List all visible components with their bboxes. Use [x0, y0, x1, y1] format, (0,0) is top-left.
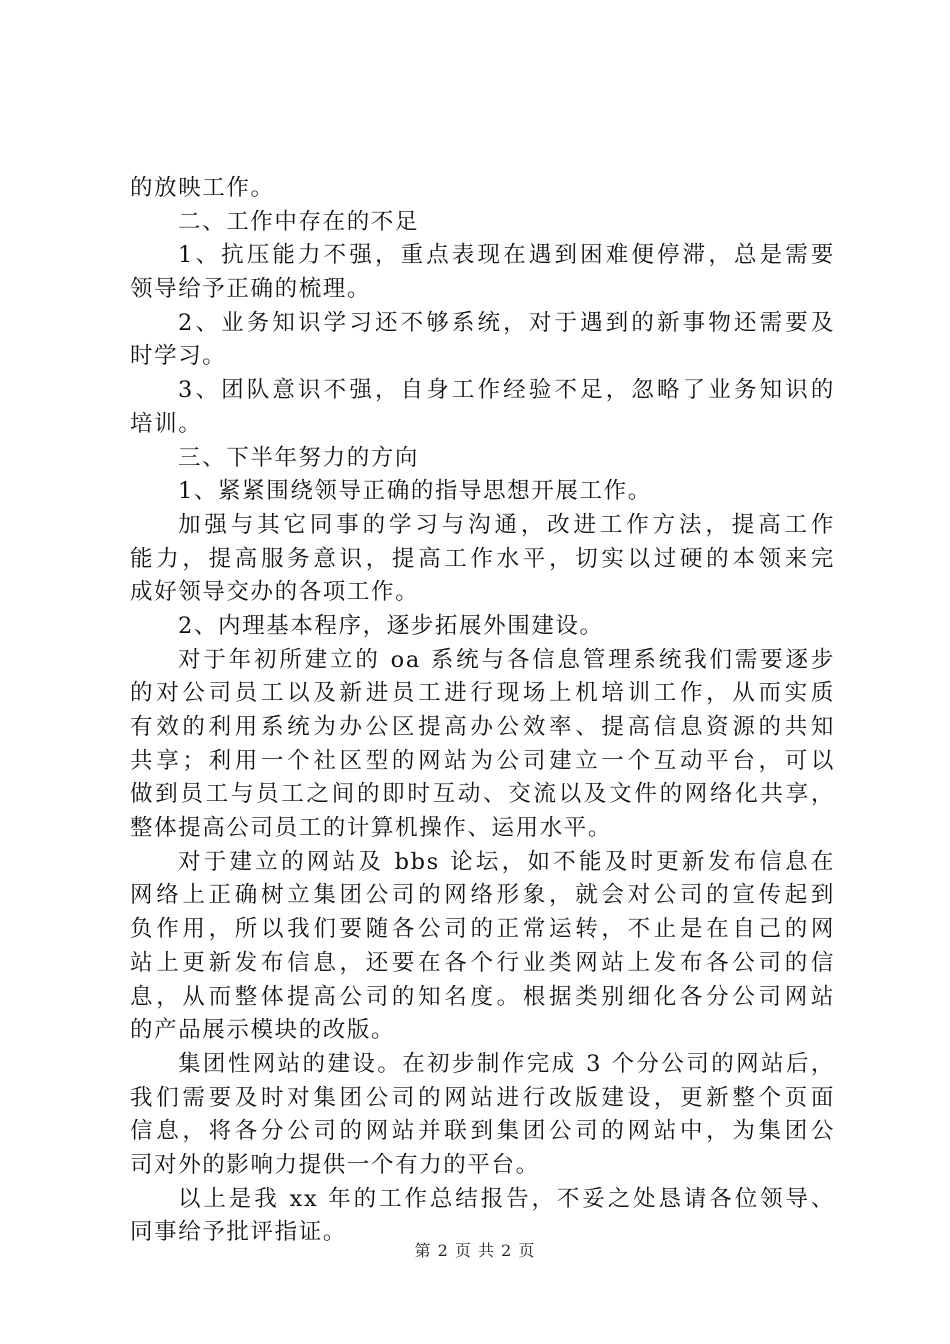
text-line: 时学习。	[130, 343, 227, 370]
text-line: 负作用，所以我们要随各公司的正常运转，不止是在自己的网	[130, 916, 835, 943]
text-line: 1、抗压能力不强，重点表现在遇到困难便停滞，总是需要	[178, 242, 835, 269]
text-line: 息，从而整体提高公司的知名度。根据类别细化各分公司网站	[130, 983, 835, 1010]
text-line: 信息，将各分公司的网站并联到集团公司的网站中，为集团公	[130, 1118, 835, 1145]
text-line: 对于年初所建立的 oa 系统与各信息管理系统我们需要逐步	[178, 646, 835, 673]
text-line: 我们需要及时对集团公司的网站进行改版建设，更新整个页面	[130, 1084, 835, 1111]
text-line: 的放映工作。	[130, 175, 275, 201]
text-line: 二、工作中存在的不足	[178, 208, 420, 235]
text-line: 3、团队意识不强，自身工作经验不足，忽略了业务知识的	[178, 377, 835, 404]
text-line: 网络上正确树立集团公司的网络形象，就会对公司的宣传起到	[130, 882, 835, 909]
text-line: 以上是我 xx 年的工作总结报告，不妥之处恳请各位领导、	[178, 1185, 835, 1212]
text-line: 1、紧紧围绕领导正确的指导思想开展工作。	[178, 478, 652, 505]
text-line: 能力，提高服务意识，提高工作水平，切实以过硬的本领来完	[130, 545, 835, 572]
text-line: 集团性网站的建设。在初步制作完成 3 个分公司的网站后，	[178, 1050, 835, 1077]
text-line: 的产品展示模块的改版。	[130, 1017, 396, 1044]
text-line: 加强与其它同事的学习与沟通，改进工作方法，提高工作	[178, 511, 835, 538]
text-line: 整体提高公司员工的计算机操作、运用水平。	[130, 815, 613, 842]
text-line: 2、内理基本程序，逐步拓展外围建设。	[178, 612, 604, 639]
document-body	[130, 172, 835, 1250]
text-line: 2、业务知识学习还不够系统，对于遇到的新事物还需要及	[178, 309, 835, 336]
text-line: 对于建立的网站及 bbs 论坛，如不能及时更新发布信息在	[178, 848, 835, 875]
text-line: 共享；利用一个社区型的网站为公司建立一个互动平台，可以	[130, 747, 835, 774]
text-line: 做到员工与员工之间的即时互动、交流以及文件的网络化共享，	[130, 781, 835, 808]
page-footer: 第 2 页 共 2 页	[414, 1241, 536, 1260]
text-line: 三、下半年努力的方向	[178, 444, 420, 471]
text-line: 的对公司员工以及新进员工进行现场上机培训工作，从而实质	[130, 680, 835, 707]
text-line: 司对外的影响力提供一个有力的平台。	[130, 1151, 540, 1178]
text-line: 成好领导交办的各项工作。	[130, 579, 420, 606]
text-line: 站上更新发布信息，还要在各个行业类网站上发布各公司的信	[130, 949, 835, 976]
text-line: 培训。	[130, 410, 203, 437]
text-line: 领导给予正确的梳理。	[130, 276, 372, 303]
text-line: 有效的利用系统为办公区提高办公效率、提高信息资源的共知	[130, 714, 835, 740]
text-line: 同事给予批评指证。	[130, 1219, 347, 1246]
